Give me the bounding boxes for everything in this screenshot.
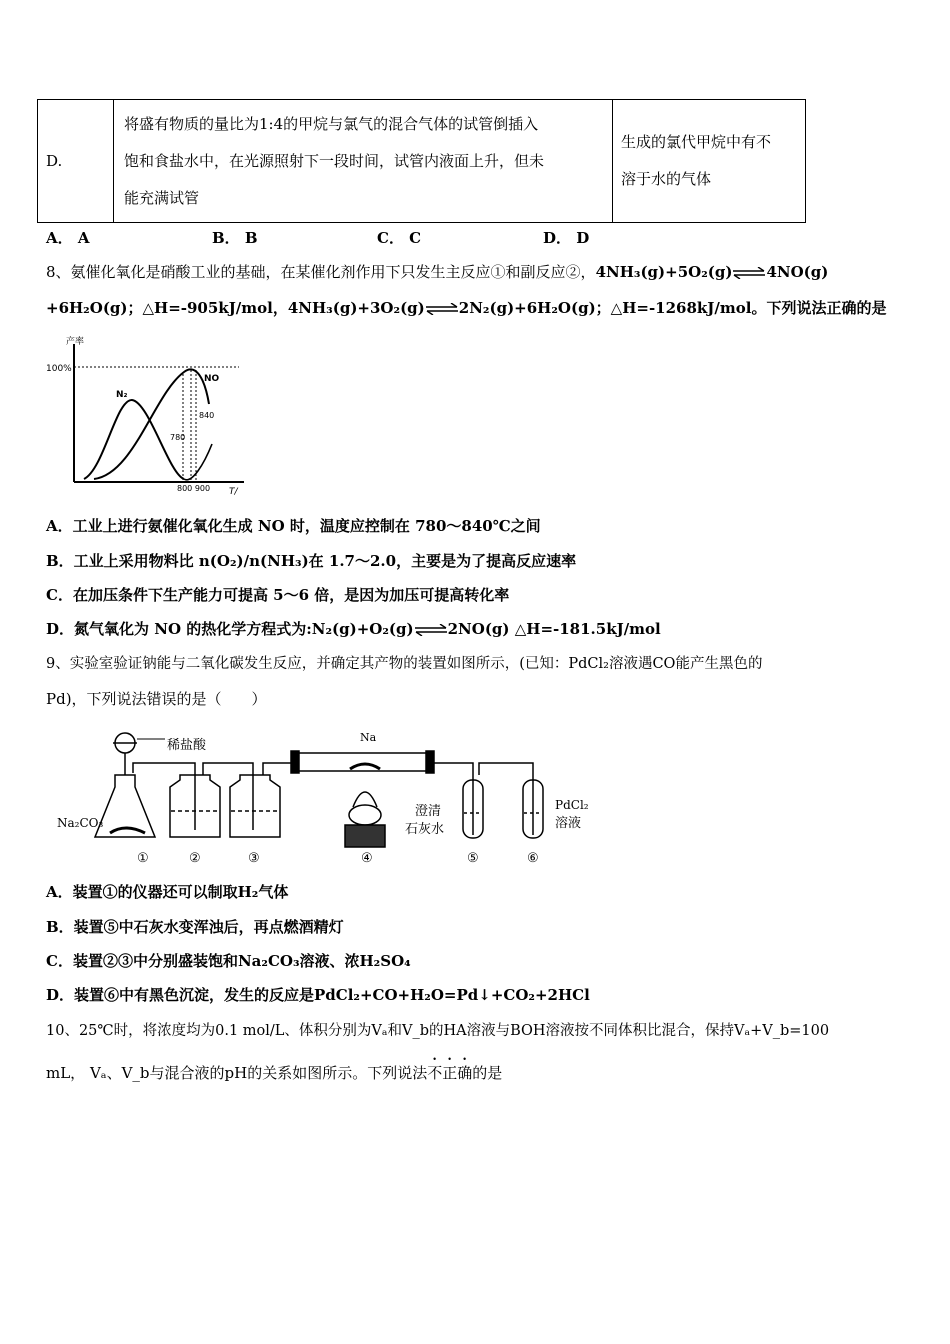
- equilibrium-arrow-icon: [425, 303, 459, 315]
- q8-stem-line2: +6H₂O(g)；△H=-905kJ/mol，4NH₃(g)+3O₂(g) 2N₂(g)+6H₂O(g)；△H=-1268kJ/mol。下列说法正确的是: [46, 299, 887, 317]
- mark-840-label: 840: [199, 411, 215, 420]
- option-table: [37, 99, 806, 223]
- q9-option-d[interactable]: D．装置⑥中有黑色沉淀，发生的反应是PdCl₂+CO+H₂O=Pd↓+CO₂+2HCl: [46, 986, 590, 1004]
- row-description-line: 将盛有物质的量比为1:4的甲烷与氯气的混合气体的试管倒插入: [124, 114, 539, 133]
- yield-temperature-graph: [44, 334, 254, 496]
- row-description-line: 饱和食盐水中，在光源照射下一段时间，试管内液面上升，但未: [124, 151, 545, 170]
- choice-d[interactable]: D． D: [543, 229, 590, 247]
- q8-stem-line1: 8、氨催化氧化是硝酸工业的基础，在某催化剂作用下只发生主反应①和副反应②，4NH₃(g)+5O₂(g) 4NO(g): [46, 263, 829, 281]
- q9-stem-line2: Pd)，下列说法错误的是（ ）: [46, 690, 267, 708]
- connecting-tube: [479, 763, 533, 835]
- q9-option-b[interactable]: B．装置⑤中石灰水变浑浊后，再点燃酒精灯: [46, 918, 344, 936]
- lamp-stand: [345, 825, 385, 847]
- q10-stem-line1: 10、25℃时，将浓度均为0.1 mol/L、体积分别为Vₐ和V_b的HA溶液与BOH溶液按不同体积比混合，保持Vₐ+V_b=100: [46, 1023, 830, 1039]
- q8-option-c[interactable]: C．在加压条件下生产能力可提高 5～6 倍，是因为加压可提高转化率: [46, 586, 510, 604]
- pdcl2-label: PdCl₂: [555, 798, 589, 812]
- q9-option-c[interactable]: C．装置②③中分别盛装饱和Na₂CO₃溶液、浓H₂SO₄: [46, 952, 411, 970]
- row-description: [114, 100, 613, 223]
- acid-label: 稀盐酸: [167, 738, 207, 753]
- y-axis-label: 产率: [66, 337, 85, 347]
- alcohol-lamp: [349, 805, 381, 825]
- equilibrium-arrow-icon: [732, 267, 766, 279]
- q8-option-d[interactable]: D．氮气氧化为 NO 的热化学方程式为:N₂(g)+O₂(g) 2NO(g) △H=-181.5kJ/mol: [46, 620, 661, 638]
- na2co3-label: Na₂CO₃: [57, 816, 104, 830]
- apparatus-number-3: ③: [248, 851, 260, 866]
- n2-label: N₂: [116, 390, 128, 400]
- q10-stem-line2: mL， Vₐ、V_b与混合液的pH的关系如图所示。下列说法不正确的是: [46, 1064, 503, 1082]
- row-conclusion: [613, 100, 806, 223]
- connecting-tube: [263, 763, 295, 775]
- emphasis-text: 不正确: [427, 1064, 473, 1082]
- q8-option-a[interactable]: A．工业上进行氨催化氧化生成 NO 时，温度应控制在 780～840℃之间: [46, 517, 541, 535]
- y-100-label: 100%: [46, 364, 72, 374]
- apparatus-number-1: ①: [137, 851, 149, 866]
- apparatus-number-2: ②: [189, 851, 201, 866]
- row-conclusion-line: 生成的氯代甲烷中有不: [621, 133, 772, 151]
- wash-bottle-3: [230, 775, 280, 837]
- choice-a[interactable]: A． A: [46, 229, 90, 247]
- apparatus-number-4: ④: [361, 851, 373, 866]
- apparatus-number-5: ⑤: [467, 851, 479, 866]
- row-label: D.: [38, 100, 114, 223]
- q8-option-b[interactable]: B．工业上采用物料比 n(O₂)/n(NH₃)在 1.7～2.0，主要是为了提高反应速率: [46, 552, 577, 570]
- reaction-tube: [295, 753, 430, 771]
- n2-rise-curve: [184, 444, 212, 480]
- n2-curve: [84, 400, 184, 479]
- mark-780-label: 780: [170, 433, 186, 442]
- choice-c[interactable]: C． C: [377, 229, 422, 247]
- na-label: Na: [360, 731, 377, 744]
- solution-label: 溶液: [555, 816, 582, 831]
- choice-b[interactable]: B． B: [212, 229, 258, 247]
- q9-stem-line1: 9、实验室验证钠能与二氧化碳发生反应，并确定其产物的装置如图所示，(已知：PdCl₂溶液遇CO能产生黑色的: [46, 656, 763, 672]
- row-description-line: 能充满试管: [124, 188, 200, 207]
- q9-option-a[interactable]: A．装置①的仪器还可以制取H₂气体: [46, 883, 289, 901]
- table-row: [38, 100, 806, 223]
- row-conclusion-line: 溶于水的气体: [621, 170, 712, 188]
- no-label: NO: [204, 374, 220, 384]
- limewater-label-2: 石灰水: [405, 822, 445, 837]
- x-axis-label: T/: [229, 487, 238, 496]
- apparatus-number-6: ⑥: [527, 851, 539, 866]
- apparatus-diagram: [55, 725, 595, 870]
- x-ticks-label: 800 900: [177, 484, 211, 493]
- limewater-label-1: 澄清: [415, 804, 442, 819]
- equilibrium-arrow-icon: [414, 624, 448, 636]
